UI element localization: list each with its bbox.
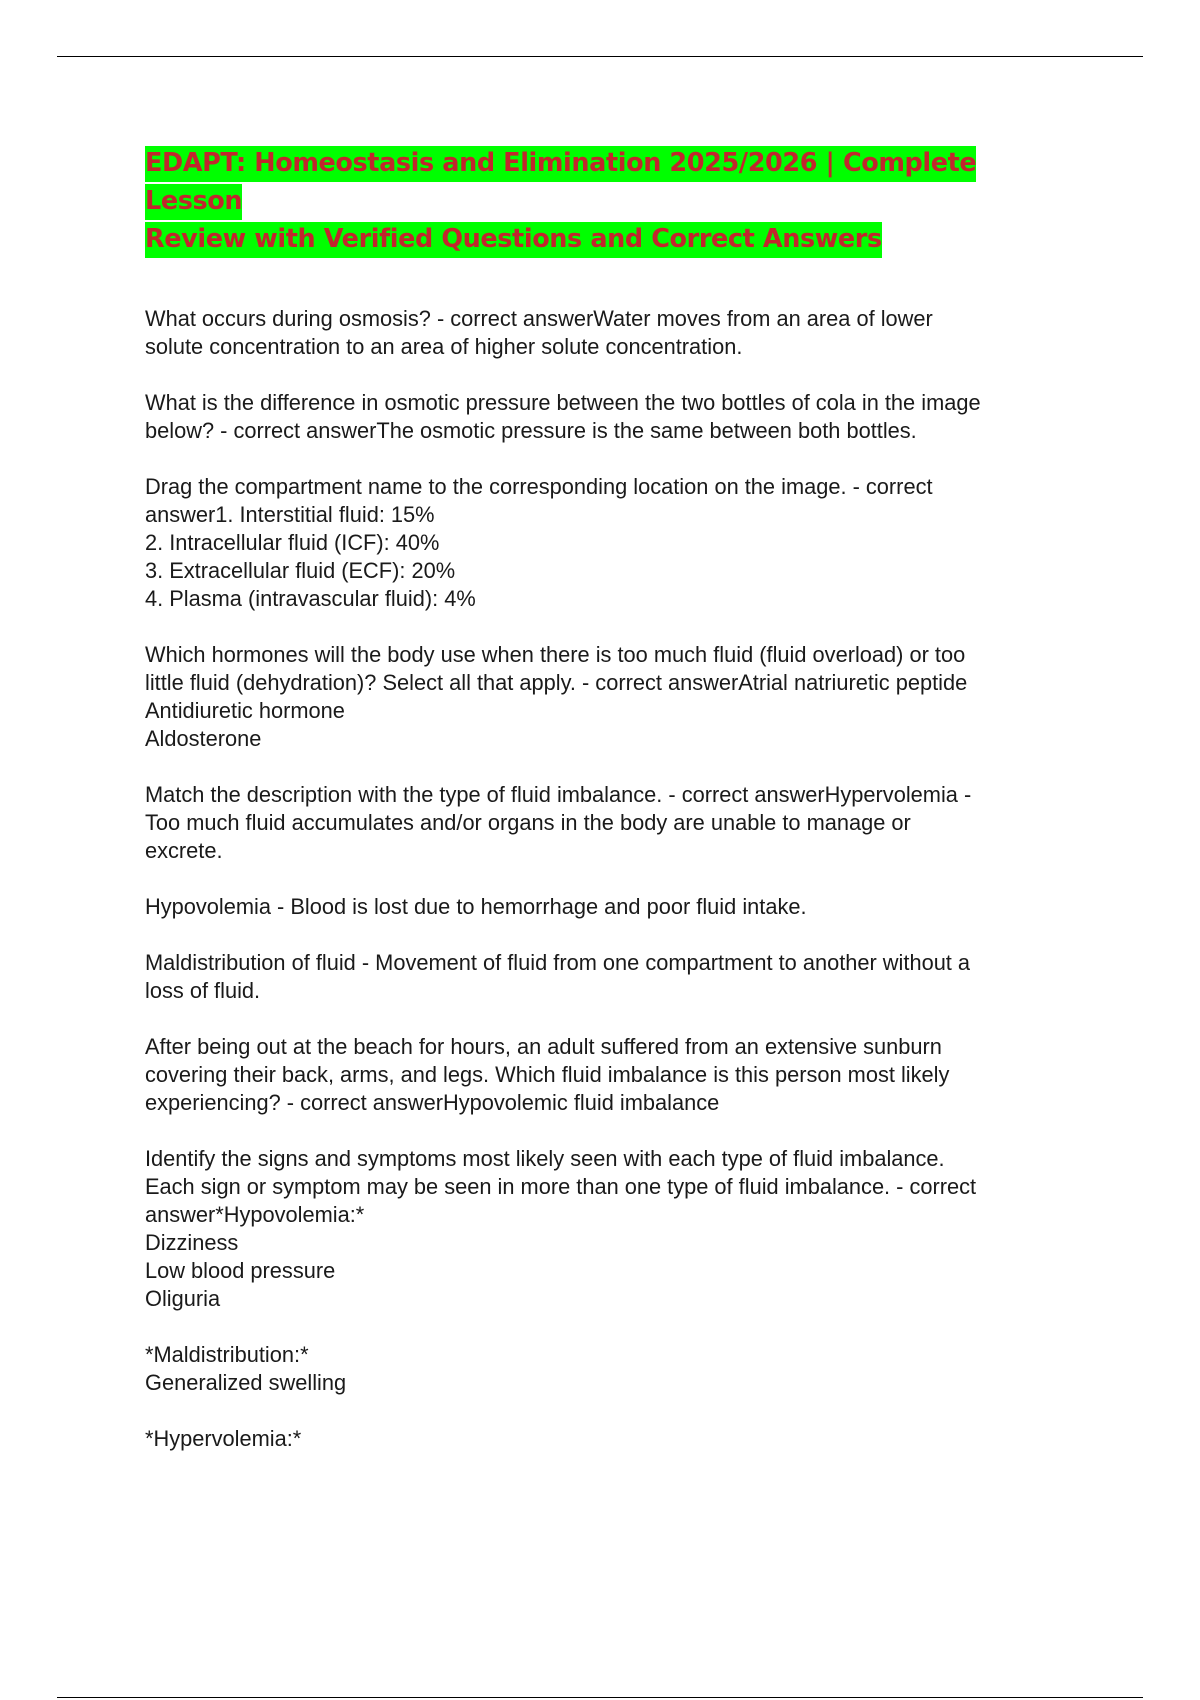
document-title [145, 144, 1075, 258]
text-line: below? - correct answerThe osmotic pressure is the same between both bottles. [145, 418, 917, 443]
text-line: Antidiuretic hormone [145, 698, 345, 723]
text-line: loss of fluid. [145, 978, 261, 1003]
text-line: Oliguria [145, 1286, 221, 1311]
text-line: Identify the signs and symptoms most likely seen with each type of fluid imbalance. [145, 1146, 945, 1171]
text-line: covering their back, arms, and legs. Which fluid imbalance is this person most likely [145, 1062, 950, 1087]
text-line: What is the difference in osmotic pressure between the two bottles of cola in the image [145, 390, 981, 415]
title-line: Review with Verified Questions and Correct Answers [145, 222, 882, 258]
text-line: Hypovolemia - Blood is lost due to hemorrhage and poor fluid intake. [145, 894, 807, 919]
text-line: Too much fluid accumulates and/or organs in the body are unable to manage or [145, 810, 911, 835]
text-line: Match the description with the type of fluid imbalance. - correct answerHypervolemia - [145, 782, 972, 807]
text-line: Generalized swelling [145, 1370, 347, 1395]
text-line: Dizziness [145, 1230, 239, 1255]
qa-block-maldistribution-signs [145, 1341, 1095, 1397]
text-line: answer*Hypovolemia:* [145, 1202, 365, 1227]
qa-block-hypovolemia [145, 893, 1095, 921]
qa-block-compartments [145, 473, 1095, 613]
header-rule [57, 56, 1143, 57]
text-line: *Maldistribution:* [145, 1342, 309, 1367]
qa-block-sunburn [145, 1033, 1095, 1117]
text-line: After being out at the beach for hours, an adult suffered from an extensive sunburn [145, 1034, 942, 1059]
text-line: solute concentration to an area of higher solute concentration. [145, 334, 743, 359]
text-line: Aldosterone [145, 726, 262, 751]
qa-block-maldistribution [145, 949, 1095, 1005]
qa-block-hormones [145, 641, 1095, 753]
text-line: 4. Plasma (intravascular fluid): 4% [145, 586, 476, 611]
qa-block-signs-symptoms [145, 1145, 1095, 1313]
text-line: *Hypervolemia:* [145, 1426, 302, 1451]
document-body [145, 305, 1095, 1481]
qa-block-osmosis [145, 305, 1095, 361]
text-line: excrete. [145, 838, 223, 863]
title-line: EDAPT: Homeostasis and Elimination 2025/2026 | Complete Lesson [145, 146, 976, 220]
text-line: little fluid (dehydration)? Select all that apply. - correct answerAtrial natriuretic peptide [145, 670, 968, 695]
text-line: 3. Extracellular fluid (ECF): 20% [145, 558, 456, 583]
text-line: What occurs during osmosis? - correct answerWater moves from an area of lower [145, 306, 933, 331]
text-line: Which hormones will the body use when there is too much fluid (fluid overload) or too [145, 642, 966, 667]
text-line: Maldistribution of fluid - Movement of fluid from one compartment to another without a [145, 950, 971, 975]
text-line: answer1. Interstitial fluid: 15% [145, 502, 435, 527]
text-line: Each sign or symptom may be seen in more than one type of fluid imbalance. - correct [145, 1174, 977, 1199]
qa-block-hypervolemia-signs [145, 1425, 1095, 1453]
qa-block-fluid-imbalance-match [145, 781, 1095, 865]
text-line: Low blood pressure [145, 1258, 336, 1283]
text-line: 2. Intracellular fluid (ICF): 40% [145, 530, 440, 555]
qa-block-osmotic-pressure [145, 389, 1095, 445]
text-line: Drag the compartment name to the corresponding location on the image. - correct [145, 474, 933, 499]
footer-rule [57, 1697, 1143, 1698]
text-line: experiencing? - correct answerHypovolemic fluid imbalance [145, 1090, 720, 1115]
